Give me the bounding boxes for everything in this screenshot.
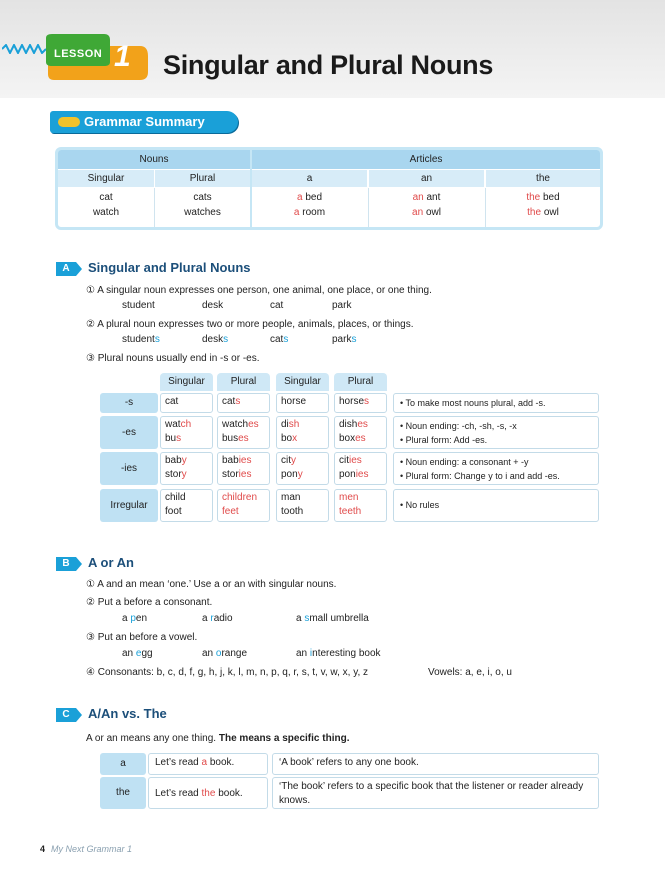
example-word: cat (270, 300, 284, 311)
example-word: parks (332, 334, 357, 345)
table-col-header: Plural (217, 373, 270, 391)
table-row-label: -s (100, 393, 158, 413)
section-c-title: A/An vs. The (88, 706, 167, 721)
table-col-header: Singular (160, 373, 213, 391)
table-cell: watches buses (217, 416, 270, 449)
example-word: desks (202, 334, 229, 345)
articles-group-header: Articles (252, 150, 600, 169)
page-title: Singular and Plural Nouns (163, 50, 494, 80)
table-cell: cat (160, 393, 213, 413)
table-row-label: -ies (100, 452, 158, 485)
table-cell: city pony (276, 452, 329, 485)
table-row-label: -es (100, 416, 158, 449)
table-cell: horses (334, 393, 387, 413)
rule-note: • Noun ending: a consonant + -y • Plural form: Change y to i and add -es. (393, 452, 599, 485)
lesson-label: LESSON (54, 48, 103, 60)
example-sentence: Let’s read a book. (148, 753, 268, 775)
explanation: ‘A book’ refers to any one book. (272, 753, 599, 775)
example-sentence: Let’s read the book. (148, 777, 268, 809)
example-word: student (122, 300, 155, 311)
explanation: ‘The book’ refers to a specific book that the listener or reader already knows. (272, 777, 599, 809)
zigzag-decoration (2, 44, 48, 54)
article-example: a radio (202, 613, 233, 624)
rule-note: • To make most nouns plural, add -s. (393, 393, 599, 413)
section-a-point-1: ① A singular noun expresses one person, one animal, one place, or one thing. (86, 285, 432, 296)
lesson-number: 1 (114, 40, 131, 73)
example-word: desk (202, 300, 224, 311)
table-cell: babies stories (217, 452, 270, 485)
the-examples: the bed the owl (526, 192, 560, 218)
section-c-badge: C (56, 708, 76, 722)
col-header: Plural (155, 170, 250, 187)
col-header: an (369, 170, 484, 187)
article-example: a small umbrella (296, 613, 369, 624)
table-cell: cats (217, 393, 270, 413)
example-word: park (332, 300, 352, 311)
nouns-group-header: Nouns (58, 150, 250, 169)
col-header: a (252, 170, 367, 187)
table-col-header: Plural (334, 373, 387, 391)
section-b-badge: B (56, 557, 76, 571)
rule-note: • Noun ending: -ch, -sh, -s, -x • Plural form: Add -es. (393, 416, 599, 449)
article-example: an interesting book (296, 648, 381, 659)
row-label: the (100, 777, 146, 809)
table-cell: child foot (160, 489, 213, 522)
table-row-label: Irregular (100, 489, 158, 522)
table-cell: dishes boxes (334, 416, 387, 449)
section-a-title: Singular and Plural Nouns (88, 260, 251, 275)
article-example: an orange (202, 648, 248, 659)
pill-dot-icon (58, 117, 80, 127)
rule-note: • No rules (393, 489, 599, 522)
col-header: the (486, 170, 600, 187)
section-a-badge: A (56, 262, 76, 276)
table-cell: dish box (276, 416, 329, 449)
article-example: an egg (122, 648, 153, 659)
an-examples: an ant an owl (412, 192, 441, 218)
section-c-intro: A or an means any one thing. The means a specific thing. (86, 733, 350, 744)
table-cell: cities ponies (334, 452, 387, 485)
example-word: cats (270, 334, 289, 345)
section-b-point-4: ④ Consonants: b, c, d, f, g, h, j, k, l, m, n, p, q, r, s, t, v, w, x, y, z (86, 667, 369, 678)
vowels-list: Vowels: a, e, i, o, u (428, 667, 512, 678)
table-col-header: Singular (276, 373, 329, 391)
section-a-point-3: ③ Plural nouns usually end in -s or -es. (86, 353, 260, 364)
col-header: Singular (58, 170, 154, 187)
table-cell: man tooth (276, 489, 329, 522)
table-cell: men teeth (334, 489, 387, 522)
a-examples: a bed a room (293, 192, 326, 218)
example-word: students (122, 334, 160, 345)
grammar-summary-table (55, 147, 603, 230)
table-cell: baby story (160, 452, 213, 485)
table-cell: children feet (217, 489, 270, 522)
singular-cell: cat watch (92, 192, 120, 218)
section-b-point-2: ② Put a before a consonant. (86, 597, 213, 608)
page-footer: 4 My Next Grammar 1 (40, 844, 133, 854)
row-label: a (100, 753, 146, 775)
table-cell: horse (276, 393, 329, 413)
section-b-point-3: ③ Put an before a vowel. (86, 632, 198, 643)
grammar-summary-label: Grammar Summary (50, 111, 238, 133)
section-b-point-1: ① A and an mean ‘one.’ Use a or an with singular nouns. (86, 579, 337, 590)
plural-cell: cats watches (184, 192, 221, 218)
article-example: a pen (122, 613, 148, 624)
section-b-title: A or An (88, 555, 134, 570)
table-cell: watch bus (160, 416, 213, 449)
section-a-point-2: ② A plural noun expresses two or more people, animals, places, or things. (86, 319, 414, 330)
